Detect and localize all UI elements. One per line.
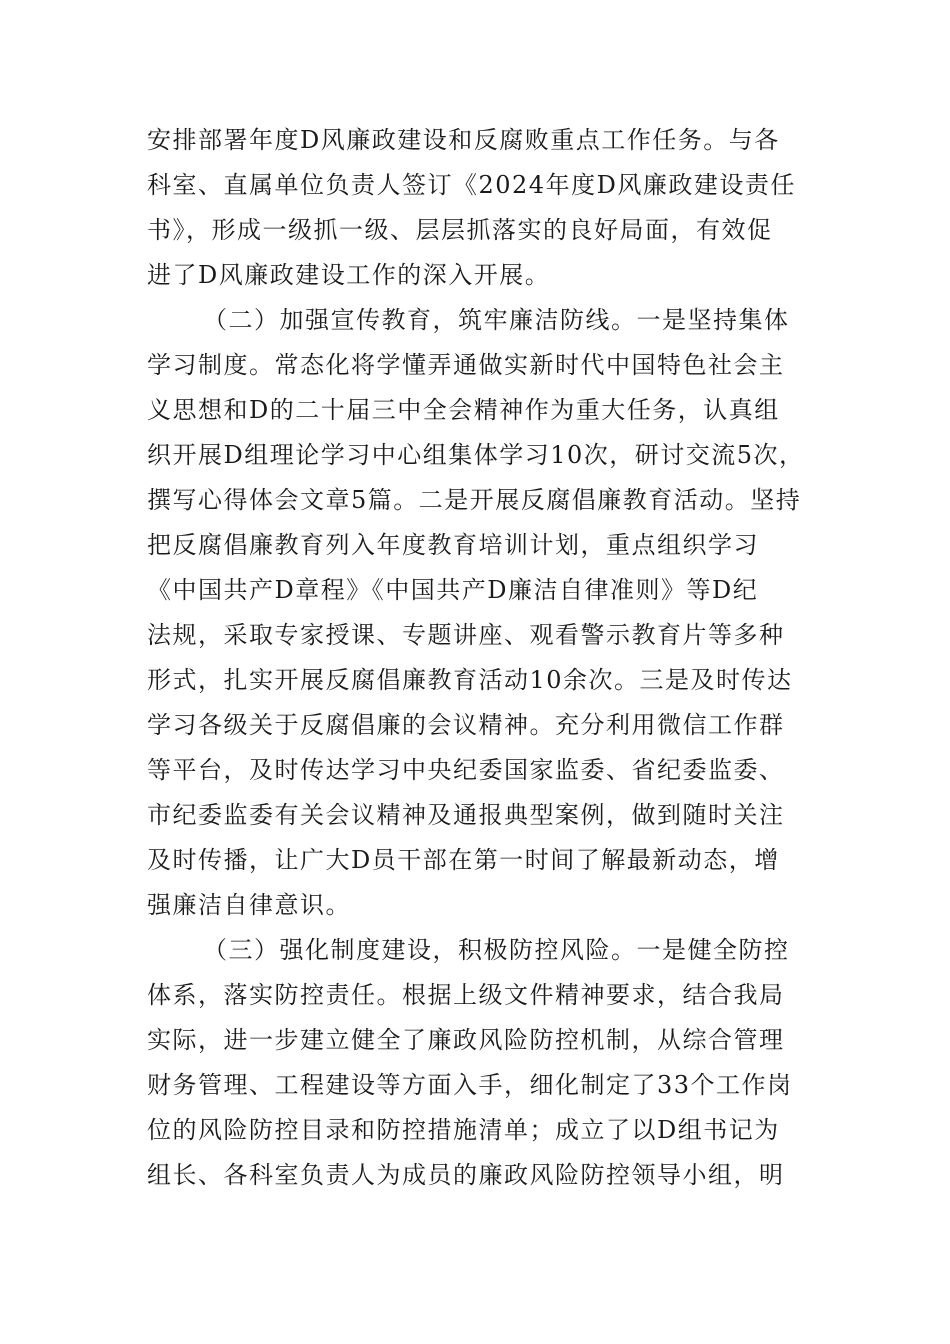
- text-line: 科室、直属单位负责人签订《2024年度D风廉政建设责任: [147, 171, 796, 199]
- text-line: 进了D风廉政建设工作的深入开展。: [147, 261, 551, 289]
- document-body: [147, 118, 807, 1198]
- text-line: 学习制度。常态化将学懂弄通做实新时代中国特色社会主: [147, 351, 785, 379]
- text-line: 把反腐倡廉教育列入年度教育培训计划，重点组织学习: [147, 531, 759, 559]
- text-line: 安排部署年度D风廉政建设和反腐败重点工作任务。与各: [147, 126, 780, 154]
- text-line: 等平台，及时传达学习中央纪委国家监委、省纪委监委、: [147, 756, 785, 784]
- text-line: 学习各级关于反腐倡廉的会议精神。充分利用微信工作群: [147, 711, 785, 739]
- text-line: 市纪委监委有关会议精神及通报典型案例，做到随时关注: [147, 801, 785, 829]
- text-line: 《中国共产D章程》《中国共产D廉洁自律准则》等D纪: [147, 576, 759, 604]
- text-line: 体系，落实防控责任。根据上级文件精神要求，结合我局: [147, 981, 785, 1009]
- text-line: 书》，形成一级抓一级、层层抓落实的良好局面，有效促: [147, 216, 773, 244]
- text-line: 法规，采取专家授课、专题讲座、观看警示教育片等多种: [147, 621, 785, 649]
- text-line: 撰写心得体会文章5篇。二是开展反腐倡廉教育活动。坚持: [147, 486, 802, 514]
- text-line: 形式，扎实开展反腐倡廉教育活动10余次。三是及时传达: [147, 666, 793, 694]
- text-line: 实际，进一步建立健全了廉政风险防控机制，从综合管理: [147, 1026, 785, 1054]
- text-line: 及时传播，让广大D员干部在第一时间了解最新动态，增: [147, 846, 780, 874]
- text-line: 组长、各科室负责人为成员的廉政风险防控领导小组，明: [147, 1161, 785, 1189]
- section-heading-line: （二）加强宣传教育，筑牢廉洁防线。一是坚持集体: [203, 306, 790, 334]
- text-line: 位的风险防控目录和防控措施清单；成立了以D组书记为: [147, 1116, 780, 1144]
- text-line: 强廉洁自律意识。: [147, 891, 351, 919]
- text-line: 财务管理、工程建设等方面入手，细化制定了33个工作岗: [147, 1071, 793, 1099]
- section-heading-line: （三）强化制度建设，积极防控风险。一是健全防控: [203, 936, 790, 964]
- text-line: 义思想和D的二十届三中全会精神作为重大任务，认真组: [147, 396, 780, 424]
- text-line: 织开展D组理论学习中心组集体学习10次，研讨交流5次，: [147, 441, 805, 469]
